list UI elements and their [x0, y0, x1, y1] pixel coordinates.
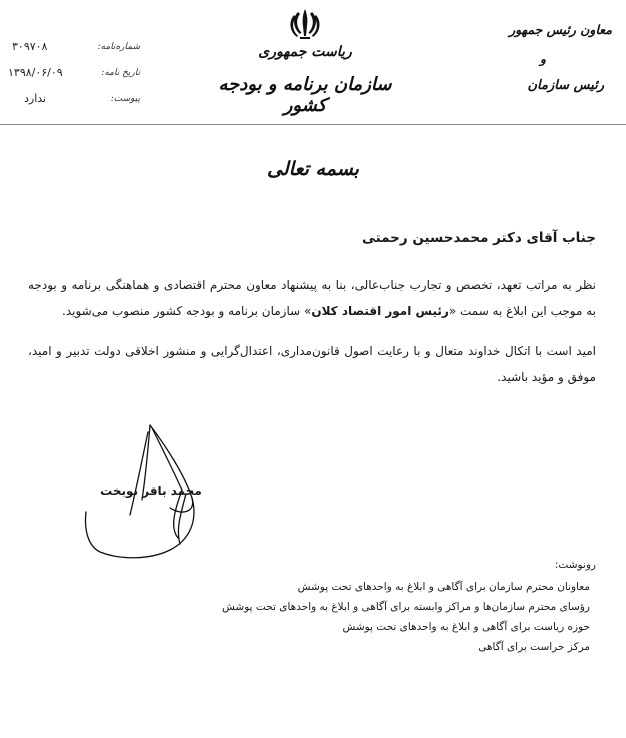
cc-item: حوزه ریاست برای آگاهی و ابلاغ به واحدهای تحت پوشش: [342, 621, 590, 633]
cc-title: رونوشت:: [554, 559, 596, 571]
letter-reference-block: [8, 38, 148, 118]
wishes-paragraph: امید است با اتکال خداوند متعال و با رعایت اصول قانون‌مداری، اعتدال‌گرایی و منشور اخلاقی دولت تدبیر و امید، موفق و مؤید باشید.: [28, 344, 596, 384]
iran-emblem-icon: [287, 6, 323, 42]
presidency-title: ریاست جمهوری: [258, 44, 352, 60]
letter-number: ۳۰۹۷۰۸: [12, 40, 48, 53]
appointment-text-part2: » سازمان برنامه و بودجه کشور منصوب می‌شوید.: [62, 304, 312, 318]
letter-attachment-label: پیوست:: [110, 94, 140, 104]
letter-attachment: ندارد: [24, 92, 47, 105]
vice-president-title: معاون رئیس جمهور: [509, 22, 612, 37]
appointment-text-part1: نظر به مراتب تعهد، تخصص و تجارب جناب‌عالی، بنا به پیشنهاد معاون محترم اقتصادی و هماهنگی برنامه و بودجه به موجب این ابلاغ به سمت «: [28, 278, 596, 318]
letter-date-label: تاریخ نامه:: [101, 68, 140, 78]
cc-item: مرکز حراست برای آگاهی: [478, 641, 590, 653]
appointment-paragraph: [28, 272, 596, 324]
cc-item: رؤسای محترم سازمان‌ها و مراکز وابسته برای آگاهی و ابلاغ به واحدهای تحت پوشش: [222, 601, 590, 613]
letter-date: ۱۳۹۸/۰۶/۰۹: [8, 66, 63, 79]
signatory-name: محمد باقر نوبخت: [100, 484, 202, 498]
header-divider: [0, 124, 626, 125]
cc-item: معاونان محترم سازمان برای آگاهی و ابلاغ به واحدهای تحت پوشش: [297, 581, 590, 593]
letter-number-label: شماره‌نامه:: [97, 42, 140, 52]
organization-title: سازمان برنامه و بودجه کشور: [218, 74, 392, 116]
addressee: جناب آقای دکتر محمدحسین رحمتی: [361, 230, 596, 246]
invocation: بسمه تعالی: [267, 158, 359, 180]
appointment-position: رئیس امور اقتصاد کلان: [311, 304, 449, 318]
head-of-organization-title: رئیس سازمان: [527, 78, 604, 93]
vice-president-and: و: [540, 52, 546, 66]
